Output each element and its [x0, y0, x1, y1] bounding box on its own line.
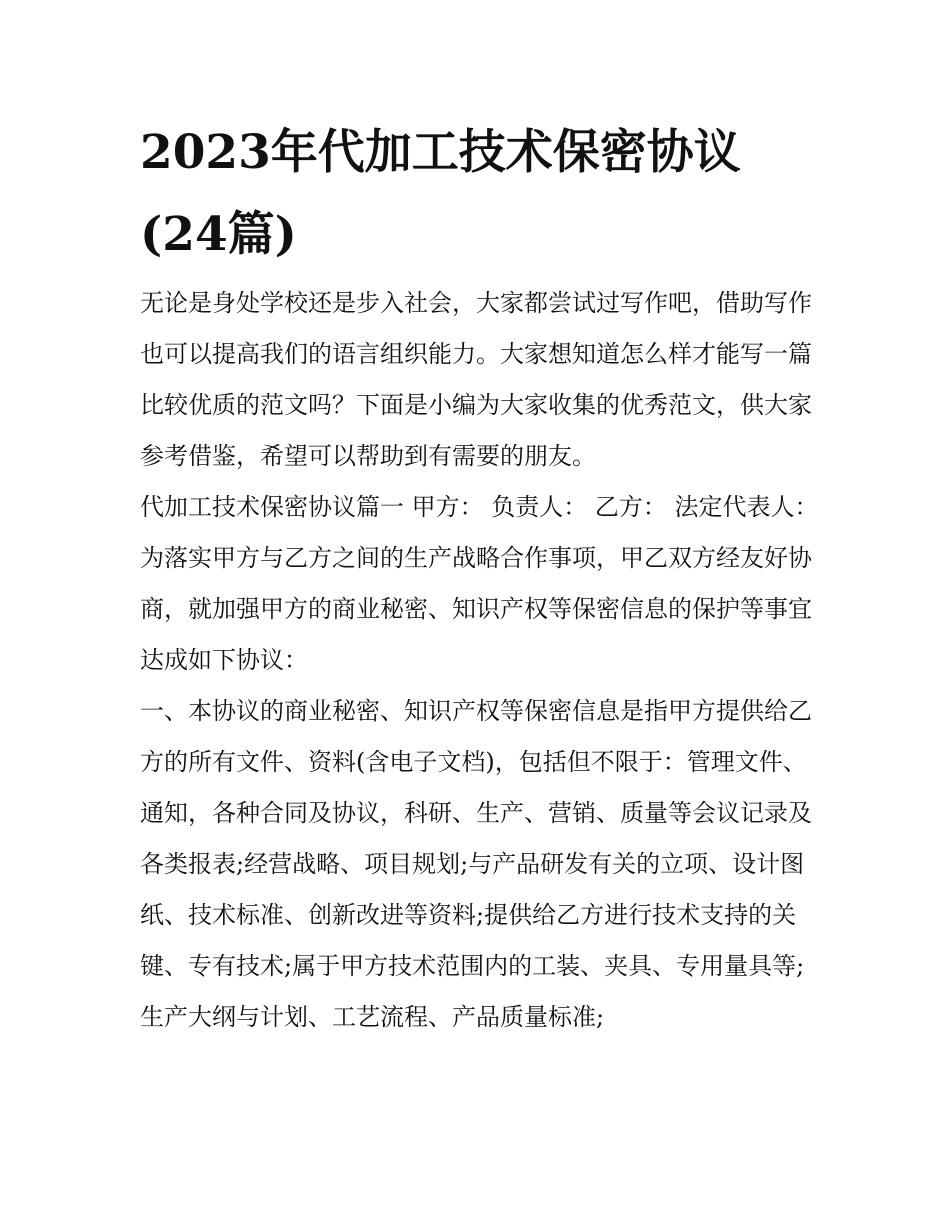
title-line-2: (24篇): [140, 207, 297, 262]
purpose-paragraph: 为落实甲方与乙方之间的生产战略合作事项，甲乙双方经友好协商，就加强甲方的商业秘密、知识产权等保密信息的保护等事宜达成如下协议：: [140, 544, 812, 674]
document-title: [140, 112, 820, 276]
parties-paragraph: 代加工技术保密协议篇一 甲方： 负责人： 乙方： 法定代表人：: [140, 493, 819, 521]
title-line-1: 2023年代加工技术保密协议: [140, 125, 741, 180]
intro-paragraph: 无论是身处学校还是步入社会，大家都尝试过写作吧，借助写作也可以提高我们的语言组织能力。大家想知道怎么样才能写一篇比较优质的范文吗？下面是小编为大家收集的优秀范文，供大家参考借鉴，希望可以帮助到有需要的朋友。: [140, 289, 812, 470]
clause-one-paragraph: 一、本协议的商业秘密、知识产权等保密信息是指甲方提供给乙方的所有文件、资料(含电子文档)，包括但不限于：管理文件、通知，各种合同及协议，科研、生产、营销、质量等会议记录及各类报表;经营战略、项目规划;与产品研发有关的立项、设计图纸、技术标准、创新改进等资料;提供给乙方进行技术支持的关键、专有技术;属于甲方技术范围内的工装、夹具、专用量具等;生产大纲与计划、工艺流程、产品质量标准;: [140, 697, 812, 1031]
document-page: [140, 112, 820, 1043]
